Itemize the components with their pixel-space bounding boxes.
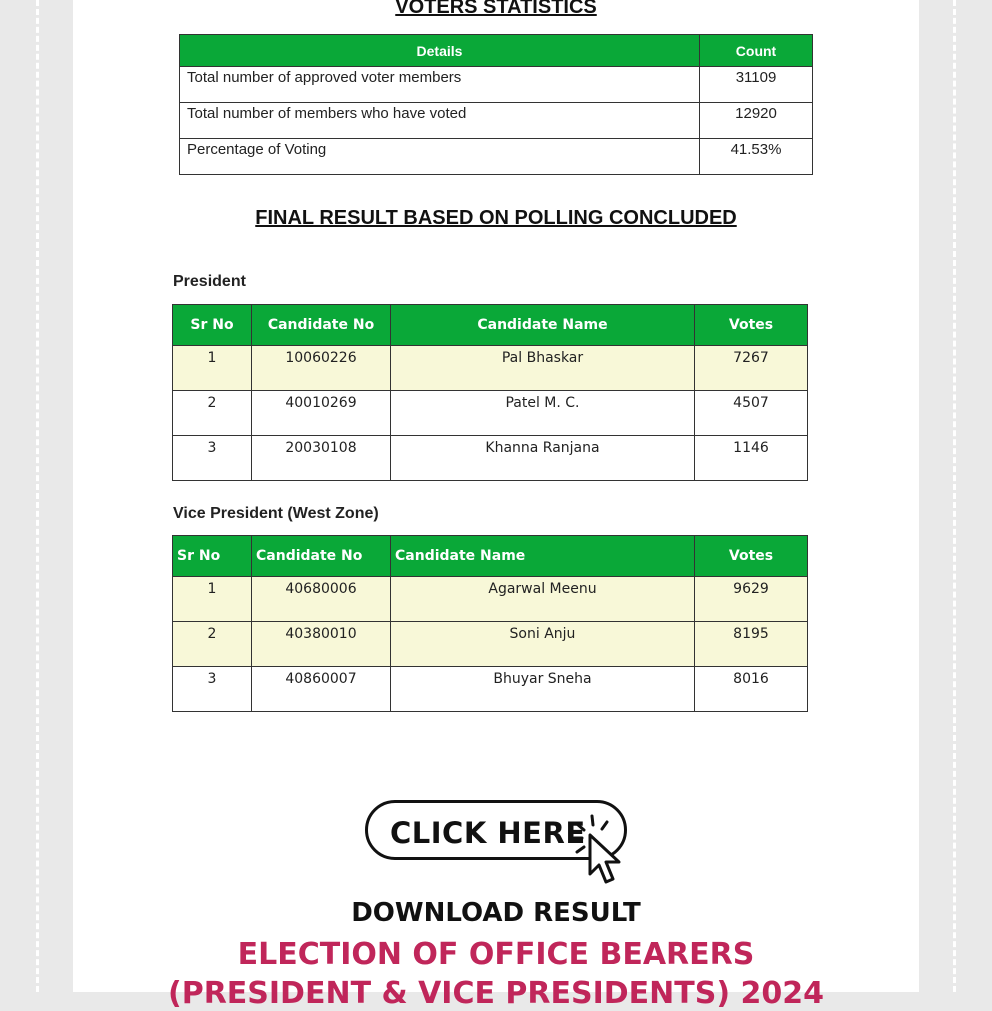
table-row bbox=[180, 139, 813, 175]
count-cell: 12920 bbox=[700, 103, 813, 139]
sr-no-cell: 3 bbox=[173, 436, 252, 481]
sr-no-cell: 2 bbox=[173, 622, 252, 667]
click-here-label: CLICK HERE bbox=[390, 816, 586, 850]
details-cell: Total number of members who have voted bbox=[180, 103, 700, 139]
votes-cell: 8195 bbox=[695, 622, 808, 667]
votes-header: Votes bbox=[695, 536, 808, 577]
sr-no-cell: 1 bbox=[173, 577, 252, 622]
votes-cell: 8016 bbox=[695, 667, 808, 712]
votes-cell: 9629 bbox=[695, 577, 808, 622]
candidate-name-cell: Agarwal Meenu bbox=[391, 577, 695, 622]
candidate-no-header: Candidate No bbox=[252, 305, 391, 346]
details-cell: Percentage of Voting bbox=[180, 139, 700, 175]
candidate-no-header: Candidate No bbox=[252, 536, 391, 577]
candidate-no-cell: 10060226 bbox=[252, 346, 391, 391]
cursor-click-icon bbox=[568, 812, 630, 886]
vice-president-results-table bbox=[172, 535, 808, 712]
candidate-name-cell: Pal Bhaskar bbox=[391, 346, 695, 391]
count-cell: 31109 bbox=[700, 67, 813, 103]
candidate-no-cell: 40860007 bbox=[252, 667, 391, 712]
votes-header: Votes bbox=[695, 305, 808, 346]
table-row bbox=[173, 346, 808, 391]
table-row bbox=[173, 667, 808, 712]
table-row bbox=[180, 67, 813, 103]
document-page bbox=[73, 0, 919, 1011]
voters-statistics-title: VOTERS STATISTICS bbox=[395, 0, 597, 18]
votes-cell: 1146 bbox=[695, 436, 808, 481]
sr-no-cell: 1 bbox=[173, 346, 252, 391]
candidate-name-header: Candidate Name bbox=[391, 536, 695, 577]
sr-no-cell: 2 bbox=[173, 391, 252, 436]
sr-no-cell: 3 bbox=[173, 667, 252, 712]
president-results-table bbox=[172, 304, 808, 481]
table-header-row bbox=[173, 536, 808, 577]
election-title-line2: (PRESIDENT & VICE PRESIDENTS) 2024 bbox=[168, 976, 824, 1011]
table-row bbox=[173, 391, 808, 436]
right-dashed-border bbox=[953, 0, 956, 992]
table-header-row bbox=[180, 35, 813, 67]
vice-president-section-label: Vice President (West Zone) bbox=[173, 505, 379, 522]
votes-cell: 7267 bbox=[695, 346, 808, 391]
table-row bbox=[173, 436, 808, 481]
table-row bbox=[173, 577, 808, 622]
candidate-name-cell: Bhuyar Sneha bbox=[391, 667, 695, 712]
candidate-name-cell: Soni Anju bbox=[391, 622, 695, 667]
sr-no-header: Sr No bbox=[173, 305, 252, 346]
president-section-label: President bbox=[173, 273, 246, 290]
count-header: Count bbox=[700, 35, 813, 67]
votes-cell: 4507 bbox=[695, 391, 808, 436]
table-row bbox=[180, 103, 813, 139]
details-header: Details bbox=[180, 35, 700, 67]
candidate-no-cell: 40010269 bbox=[252, 391, 391, 436]
count-cell: 41.53% bbox=[700, 139, 813, 175]
download-result-text: DOWNLOAD RESULT bbox=[351, 898, 641, 928]
voters-statistics-table bbox=[179, 34, 813, 175]
final-result-title: FINAL RESULT BASED ON POLLING CONCLUDED bbox=[255, 207, 737, 229]
candidate-no-cell: 20030108 bbox=[252, 436, 391, 481]
election-title-line1: ELECTION OF OFFICE BEARERS bbox=[237, 937, 755, 972]
left-dashed-border bbox=[36, 0, 39, 992]
table-row bbox=[173, 622, 808, 667]
table-header-row bbox=[173, 305, 808, 346]
sr-no-header: Sr No bbox=[173, 536, 252, 577]
candidate-no-cell: 40680006 bbox=[252, 577, 391, 622]
candidate-name-cell: Patel M. C. bbox=[391, 391, 695, 436]
candidate-name-header: Candidate Name bbox=[391, 305, 695, 346]
candidate-no-cell: 40380010 bbox=[252, 622, 391, 667]
candidate-name-cell: Khanna Ranjana bbox=[391, 436, 695, 481]
details-cell: Total number of approved voter members bbox=[180, 67, 700, 103]
